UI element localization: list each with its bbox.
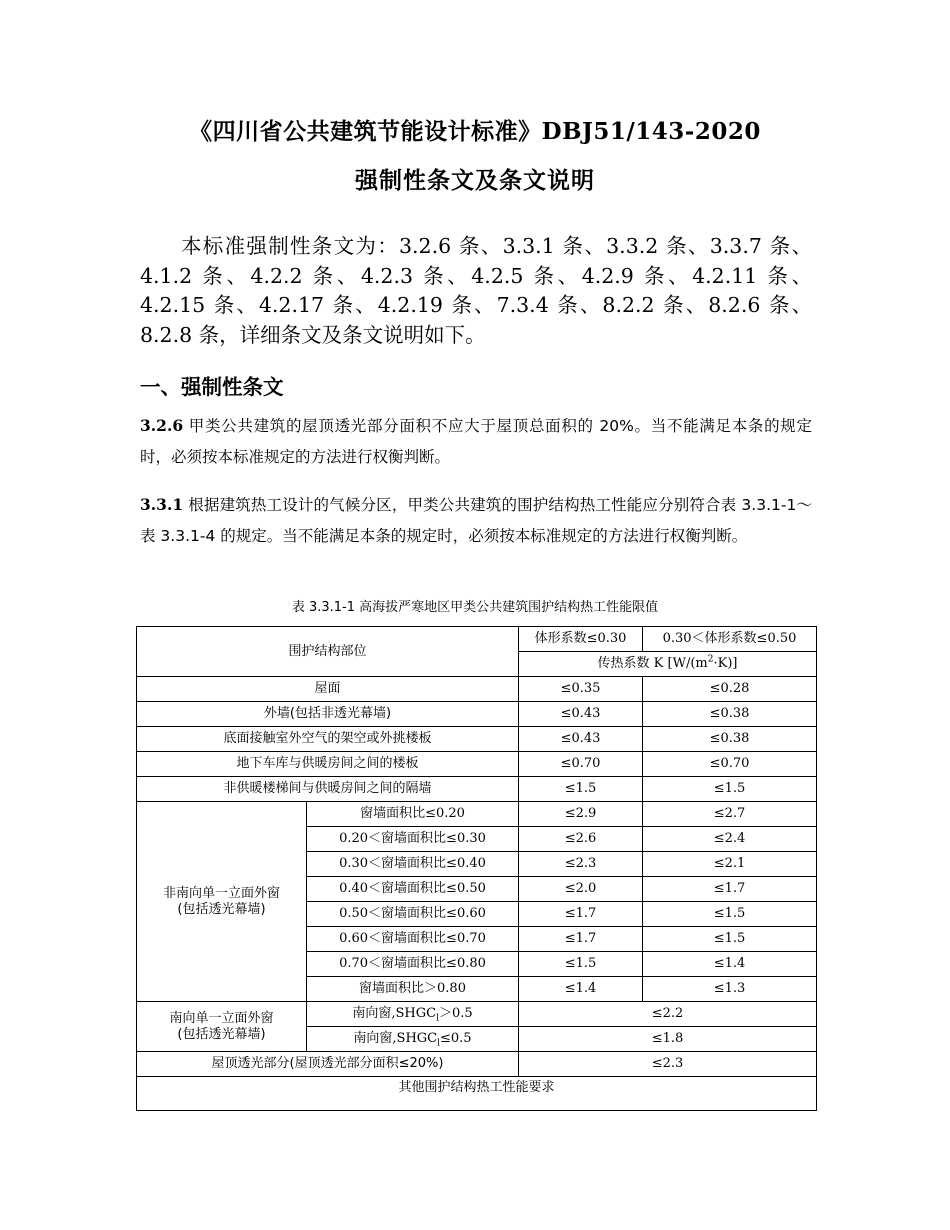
table-row: 底面接触室外空气的架空或外挑楼板 ≤0.43 ≤0.38 (137, 727, 817, 752)
table-row: 南向窗$,SHGC_l\le 0.5$ ≤1.8 (137, 1027, 817, 1052)
clause-number: 3.3.1 (140, 495, 184, 514)
table-row: 非南向单一立面外窗 (包括透光幕墙) 窗墙面积比≤0.20 ≤2.9 ≤2.7 (137, 802, 817, 827)
table-row: 地下车库与供暖房间之间的楼板 ≤0.70 ≤0.70 (137, 752, 817, 777)
south-window-group-label: 南向单一立面外窗 (包括透光幕墙) (137, 1002, 307, 1052)
table-row: 0.20＜窗墙面积比≤0.30 ≤2.6 ≤2.4 (137, 827, 817, 852)
table-caption: 表 3.3.1-1 高海拔严寒地区甲类公共建筑围护结构热工性能限值 (291, 600, 659, 615)
clause-text: 根据建筑热工设计的气候分区，甲类公共建筑的围护结构热工性能应分别符合表 3.3.1-1～表 3.3.1-4 的规定。当不能满足本条的规定时，必须按本标准规定的方法进行权衡判断。 (140, 496, 812, 545)
clause-3-2-6 (140, 410, 812, 473)
window-group-label: 非南向单一立面外窗 (包括透光幕墙) (137, 802, 307, 1002)
table-row: 窗墙面积比＞0.80 ≤1.4 ≤1.3 (137, 977, 817, 1002)
table-row: 0.30＜窗墙面积比≤0.40 ≤2.3 ≤2.1 (137, 852, 817, 877)
thermal-performance-table (136, 626, 817, 1111)
document-subtitle: 强制性条文及条文说明 (355, 167, 595, 194)
table-row: 屋顶透光部分(屋顶透光部分面积≤20%) ≤2.3 (137, 1052, 817, 1077)
header-col2: 0.30＜体形系数≤0.50 (643, 627, 817, 652)
intro-paragraph: 本标准强制性条文为：3.2.6 条、3.3.1 条、3.3.2 条、3.3.7 条、4.1.2 条、4.2.2 条、4.2.3 条、4.2.5 条、4.2.9 条、4.2.11 条、4.2.15 条、4.2.17 条、4.2.19 条、7.3.4 条、8.2.2 条、8.2.6 条、8.2.8 条，详细条文及条文说明如下。 (140, 234, 812, 347)
header-col1: 体形系数≤0.30 (519, 627, 643, 652)
document-title: 《四川省公共建筑节能设计标准》DBJ51/143-2020 (189, 118, 761, 145)
clause-text: 甲类公共建筑的屋顶透光部分面积不应大于屋顶总面积的 20%。当不能满足本条的规定时，必须按本标准规定的方法进行权衡判断。 (140, 417, 812, 466)
table-row: 0.70＜窗墙面积比≤0.80 ≤1.5 ≤1.4 (137, 952, 817, 977)
table-row: 外墙(包括非透光幕墙) ≤0.43 ≤0.38 (137, 702, 817, 727)
clause-number: 3.2.6 (140, 416, 184, 435)
table-row: 0.60＜窗墙面积比≤0.70 ≤1.7 ≤1.5 (137, 927, 817, 952)
table-row: 南向单一立面外窗 (包括透光幕墙) 南向窗$,SHGC_l>0.5$ ≤2.2 (137, 1002, 817, 1027)
header-unit: 传热系数 K $[W/(m^2\cdot K)]$ (519, 652, 817, 677)
table-row: 0.40＜窗墙面积比≤0.50 ≤2.0 ≤1.7 (137, 877, 817, 902)
section-heading: 一、强制性条文 (140, 375, 284, 399)
table-row: 非供暖楼梯间与供暖房间之间的隔墙 ≤1.5 ≤1.5 (137, 777, 817, 802)
table-footer-row: 其他围护结构热工性能要求 (137, 1077, 817, 1111)
header-part: 围护结构部位 (137, 627, 519, 677)
table-header-row (137, 627, 817, 652)
table-row: 0.50＜窗墙面积比≤0.60 ≤1.7 ≤1.5 (137, 902, 817, 927)
clause-3-3-1 (140, 489, 812, 552)
table-row: 屋面 ≤0.35 ≤0.28 (137, 677, 817, 702)
